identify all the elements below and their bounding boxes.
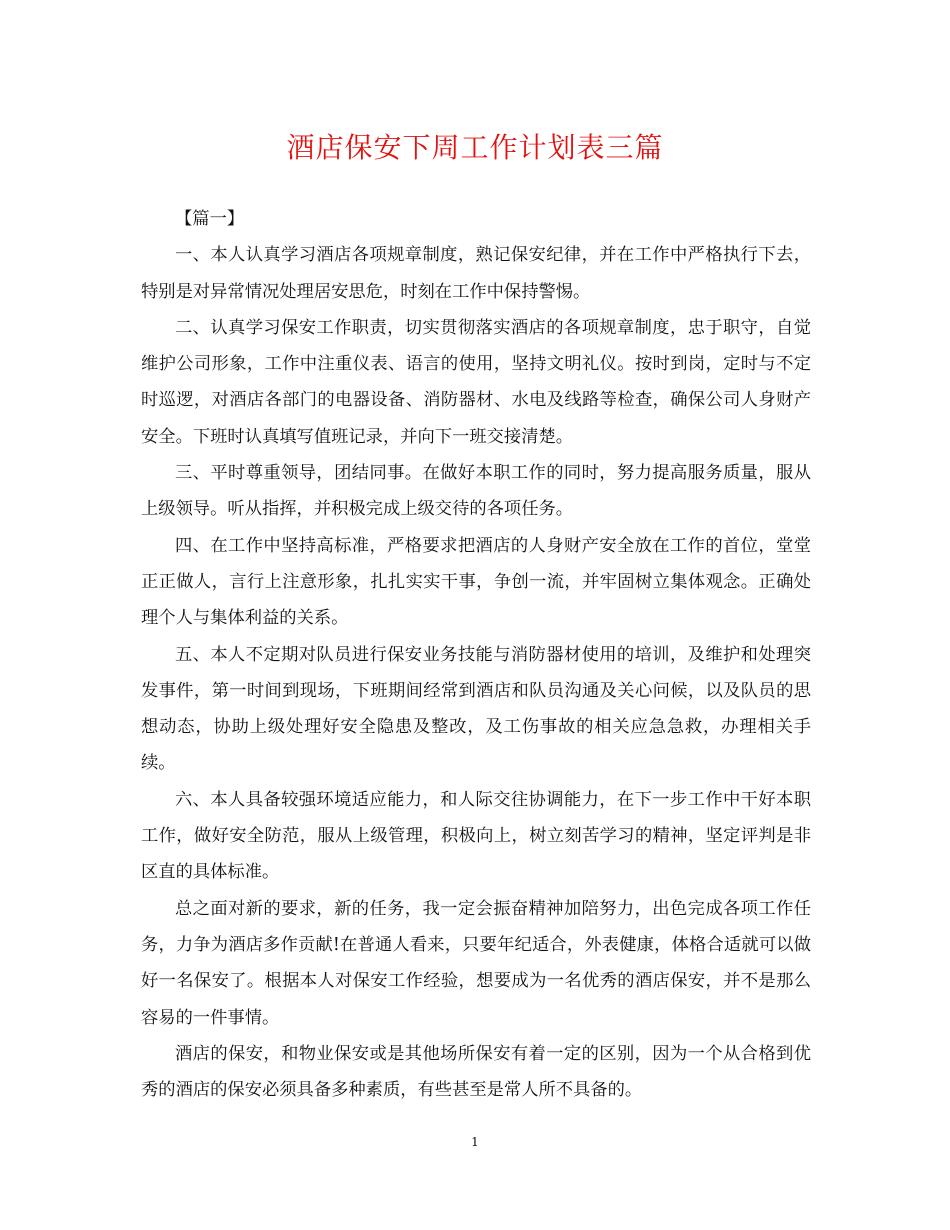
paragraph-4: 四、在工作中坚持高标准，严格要求把酒店的人身财产安全放在工作的首位，堂堂正正做人，言行上注意形象，扎扎实实干事，争创一流，并牢固树立集体观念。正确处理个人与集体利益的关系。	[141, 535, 811, 629]
paragraph-3: 三、平时尊重领导，团结同事。在做好本职工作的同时，努力提高服务质量，服从上级领导。听从指挥，并积极完成上级交待的各项任务。	[141, 463, 811, 520]
paragraph-1: 一、本人认真学习酒店各项规章制度，熟记保安纪律，并在工作中严格执行下去，特别是对异常情况处理居安思危，时刻在工作中保持警惕。	[141, 245, 811, 302]
page-number: 1	[471, 1135, 479, 1149]
paragraph-8: 酒店的保安，和物业保安或是其他场所保安有着一定的区别，因为一个从合格到优秀的酒店的保安必须具备多种素质，有些甚至是常人所不具备的。	[141, 1043, 811, 1101]
document-title: 酒店保安下周工作计划表三篇	[286, 131, 664, 164]
paragraph-7: 总之面对新的要求，新的任务，我一定会振奋精神加陪努力，出色完成各项工作任务，力争为酒店多作贡献!在普通人看来，只要年纪适合，外表健康，体格合适就可以做好一名保安了。根据本人对保安工作经验，想要成为一名优秀的酒店保安，并不是那么容易的一件事情。	[141, 898, 811, 1028]
paragraph-2: 二、认真学习保安工作职责，切实贯彻落实酒店的各项规章制度，忠于职守，自觉维护公司形象，工作中注重仪表、语言的使用，坚持文明礼仪。按时到岗，定时与不定时巡逻，对酒店各部门的电器设备、消防器材、水电及线路等检查，确保公司人身财产安全。下班时认真填写值班记录，并向下一班交接清楚。	[141, 317, 811, 447]
paragraph-5: 五、本人不定期对队员进行保安业务技能与消防器材使用的培训，及维护和处理突发事件，第一时间到现场，下班期间经常到酒店和队员沟通及关心问候，以及队员的思想动态，协助上级处理好安全隐患及整改，及工伤事故的相关应急急救，办理相关手续。	[141, 644, 811, 774]
paragraph-6: 六、本人具备较强环境适应能力，和人际交往协调能力，在下一步工作中干好本职工作，做好安全防范，服从上级管理，积极向上，树立刻苦学习的精神，坚定评判是非区直的具体标准。	[141, 789, 811, 883]
section-label: 【篇一】	[175, 209, 245, 229]
document-body	[141, 201, 811, 1108]
